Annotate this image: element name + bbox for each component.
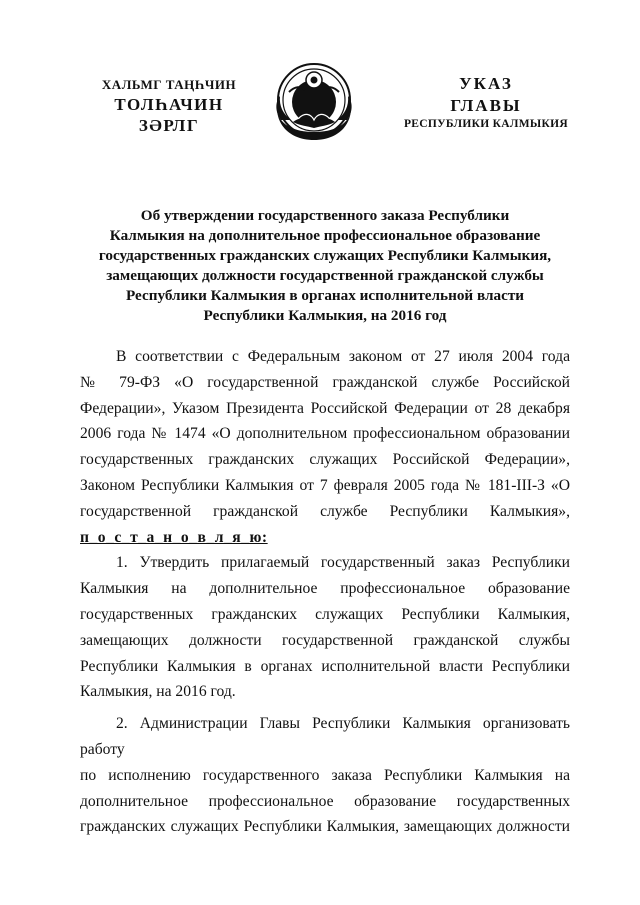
body-line: государственных гражданских служащих Российской Федерации», [80, 451, 570, 469]
body-line: В соответствии с Федеральным законом от 27 июля 2004 года [116, 348, 570, 365]
title-line: Об утверждении государственного заказа Республики [140, 207, 510, 224]
body-line: Законом Республики Калмыкия от 7 февраля 2005 года № 181-III-З «О [80, 476, 570, 494]
header-russian-title [398, 74, 574, 131]
resolve-word: п_о_с_т_а_н_о_в_л_я_ю: [80, 528, 268, 546]
body-line: государственных гражданских служащих Республики Калмыкия, [80, 605, 570, 623]
header-left-line-2: ТОЛҺАЧИН [114, 94, 224, 114]
header-left-line-3: ЗӘРЛГ [138, 116, 200, 136]
kalmykia-emblem-icon [271, 56, 357, 144]
title-line: государственных гражданских служащих Республики Калмыкия, [98, 247, 552, 264]
body-line: дополнительное профессиональное образование государственных [80, 792, 570, 810]
body-line: государственной гражданской службе Республики Калмыкия», [80, 502, 570, 520]
body-line: гражданских служащих Республики Калмыкия, замещающих должности [80, 818, 570, 836]
body-line: Калмыкия, на 2016 год. [80, 683, 236, 701]
body-line: Республики Калмыкия в органах исполнительной власти Республики [80, 657, 570, 675]
title-line: Республики Калмыкия в органах исполнительной власти [125, 287, 525, 304]
decree-title [86, 206, 564, 326]
header-right-line-1: УКАЗ [459, 74, 513, 93]
header-right-line-2: ГЛАВЫ [450, 95, 522, 115]
body-line: замещающих должности государственной гражданской службы [80, 631, 570, 649]
header-left-line-1: ХАЛЬМГ ТАҢҺЧИН [101, 77, 237, 92]
decree-body [80, 344, 570, 840]
header-right-line-3: РЕСПУБЛИКИ КАЛМЫКИЯ [403, 118, 569, 131]
title-line: Республики Калмыкия, на 2016 год [203, 307, 447, 324]
body-line: 2006 года № 1474 «О дополнительном профессиональном образовании [80, 425, 570, 443]
body-line: Федерации», Указом Президента Российской Федерации от 28 декабря [80, 399, 570, 417]
body-line: 1. Утвердить прилагаемый государственный заказ Республики [116, 554, 570, 572]
title-line: замещающих должности государственной гражданской службы [106, 267, 544, 284]
body-line: № 79-ФЗ «О государственной гражданской службе Российской [80, 373, 570, 391]
header-kalmyk-title [78, 78, 260, 136]
body-line: по исполнению государственного заказа Республики Калмыкия на [80, 766, 570, 784]
body-line: Калмыкия на дополнительное профессиональное образование [80, 580, 570, 598]
title-line: Калмыкия на дополнительное профессиональное образование [109, 227, 541, 244]
body-line: 2. Администрации Главы Республики Калмыкия организовать работу [80, 715, 570, 758]
